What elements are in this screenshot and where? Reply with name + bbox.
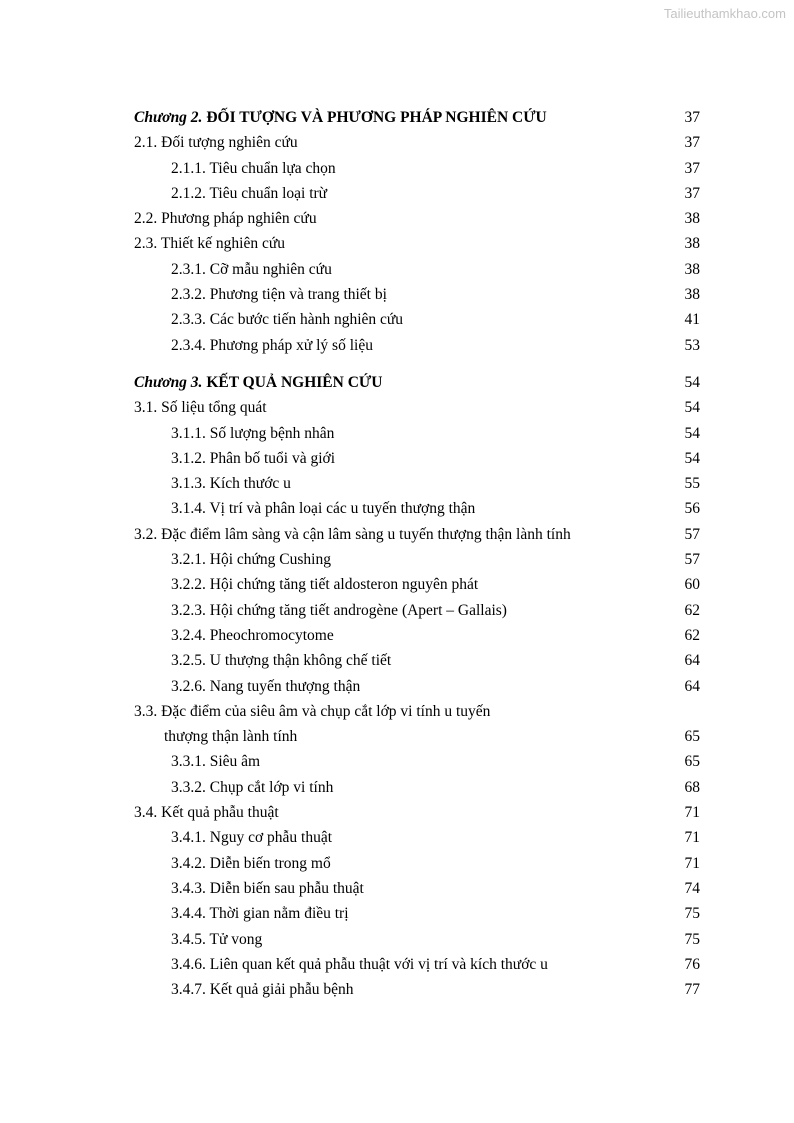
page-number: 38 xyxy=(684,286,700,304)
toc-entry[interactable] xyxy=(134,181,700,206)
page-number: 57 xyxy=(684,525,700,543)
toc-entry-label: 3.1. Số liệu tổng quát xyxy=(134,399,267,417)
page-number: 60 xyxy=(684,576,700,594)
toc-entry[interactable] xyxy=(134,876,700,901)
page-number: 65 xyxy=(684,728,700,746)
toc-entry-label: 3.2.6. Nang tuyến thượng thận xyxy=(171,677,361,695)
toc-entry[interactable] xyxy=(134,547,700,572)
chapter-prefix: Chương 3. xyxy=(134,373,203,391)
toc-entry-label: 3.1.2. Phân bố tuổi và giới xyxy=(171,449,336,467)
toc-entry[interactable] xyxy=(134,952,700,977)
toc-entry[interactable] xyxy=(134,231,700,256)
page-number: 54 xyxy=(684,373,700,391)
page-number: 54 xyxy=(684,399,700,417)
toc-entry[interactable] xyxy=(134,724,700,749)
page-number: 71 xyxy=(684,804,700,822)
toc-entry[interactable] xyxy=(134,851,700,876)
toc-entry[interactable] xyxy=(134,333,700,358)
toc-entry-label: 3.4.2. Diễn biến trong mổ xyxy=(171,854,331,872)
toc-entry-label: 3.2. Đặc điểm lâm sàng và cận lâm sàng u tuyến thượng thận lành tính xyxy=(134,525,571,543)
toc-entry[interactable] xyxy=(134,825,700,850)
toc-entry-label: 3.4.6. Liên quan kết quả phẫu thuật với vị trí và kích thước u xyxy=(171,955,548,973)
toc-entry[interactable] xyxy=(134,977,700,1002)
page-number: 71 xyxy=(684,829,700,847)
page-number: 64 xyxy=(684,652,700,670)
toc-chapter-3[interactable] xyxy=(134,370,700,395)
toc-entry-label: 3.4.5. Tử vong xyxy=(171,930,263,948)
toc-entry-label: 2.3. Thiết kế nghiên cứu xyxy=(134,235,286,253)
toc-entry-label: 2.3.4. Phương pháp xử lý số liệu xyxy=(171,336,373,354)
toc-entry[interactable] xyxy=(134,927,700,952)
toc-entry-label: 3.3.1. Siêu âm xyxy=(171,753,261,771)
toc-entry-label: 3.2.4. Pheochromocytome xyxy=(171,626,334,644)
toc-entry[interactable] xyxy=(134,206,700,231)
toc-entry[interactable] xyxy=(134,623,700,648)
toc-entry-label: 3.4.3. Diễn biến sau phẫu thuật xyxy=(171,879,364,897)
toc-entry[interactable] xyxy=(134,901,700,926)
page-number: 56 xyxy=(684,500,700,518)
chapter-heading xyxy=(134,370,382,395)
toc-entry-label: 3.4.4. Thời gian nằm điều trị xyxy=(171,905,349,923)
toc-entry-label: 2.3.2. Phương tiện và trang thiết bị xyxy=(171,286,387,304)
page-number: 37 xyxy=(684,109,700,126)
toc-entry-label: thượng thận lành tính xyxy=(164,728,298,746)
page-number: 38 xyxy=(684,235,700,253)
page-number: 41 xyxy=(684,311,700,329)
page-number: 75 xyxy=(684,930,700,948)
toc-entry[interactable] xyxy=(134,257,700,282)
page-number: 75 xyxy=(684,905,700,923)
toc-chapter-2[interactable] xyxy=(134,105,700,130)
toc-entry-label: 3.1.4. Vị trí và phân loại các u tuyến thượng thận xyxy=(171,500,476,518)
chapter-3-entries xyxy=(134,395,700,1002)
toc-entry[interactable] xyxy=(134,522,700,547)
toc-entry-label: 2.1.1. Tiêu chuẩn lựa chọn xyxy=(171,159,336,177)
toc-entry[interactable] xyxy=(134,699,700,724)
toc-entry-label: 3.2.1. Hội chứng Cushing xyxy=(171,551,331,569)
toc-entry-label: 3.1.3. Kích thước u xyxy=(171,475,291,493)
toc-entry-label: 2.1. Đối tượng nghiên cứu xyxy=(134,134,298,152)
toc-entry[interactable] xyxy=(134,421,700,446)
toc-entry[interactable] xyxy=(134,282,700,307)
toc-entry[interactable] xyxy=(134,446,700,471)
toc-entry[interactable] xyxy=(134,156,700,181)
page-number: 38 xyxy=(684,210,700,228)
toc-entry-label: 3.1.1. Số lượng bệnh nhân xyxy=(171,424,335,442)
toc-entry-label: 2.1.2. Tiêu chuẩn loại trừ xyxy=(171,184,328,202)
page-number: 55 xyxy=(684,475,700,493)
page-number: 54 xyxy=(684,449,700,467)
page-number: 62 xyxy=(684,626,700,644)
page-number: 53 xyxy=(684,336,700,354)
page-number: 65 xyxy=(684,753,700,771)
chapter-title: KẾT QUẢ NGHIÊN CỨU xyxy=(202,373,383,391)
toc-entry-label: 3.2.5. U thượng thận không chế tiết xyxy=(171,652,392,670)
table-of-contents xyxy=(134,105,700,1002)
page-number: 76 xyxy=(684,955,700,973)
toc-entry[interactable] xyxy=(134,598,700,623)
chapter-prefix: Chương 2. xyxy=(134,109,203,126)
toc-entry[interactable] xyxy=(134,572,700,597)
chapter-2-entries xyxy=(134,130,700,358)
toc-entry-label: 3.4.7. Kết quả giải phẫu bệnh xyxy=(171,981,354,999)
toc-entry[interactable] xyxy=(134,395,700,420)
toc-entry-label: 3.4. Kết quả phẫu thuật xyxy=(134,804,279,822)
toc-entry[interactable] xyxy=(134,307,700,332)
page-number: 74 xyxy=(684,879,700,897)
watermark: Tailieuthamkhao.com xyxy=(663,6,786,21)
page-number: 37 xyxy=(684,134,700,152)
toc-entry-label: 3.2.2. Hội chứng tăng tiết aldosteron nguyên phát xyxy=(171,576,479,594)
toc-entry-label: 2.2. Phương pháp nghiên cứu xyxy=(134,210,317,228)
page-number: 71 xyxy=(684,854,700,872)
page-number: 37 xyxy=(684,159,700,177)
chapter-title: ĐỐI TƯỢNG VÀ PHƯƠNG PHÁP NGHIÊN CỨU xyxy=(202,109,547,126)
toc-entry-label: 2.3.3. Các bước tiến hành nghiên cứu xyxy=(171,311,404,329)
toc-entry[interactable] xyxy=(134,471,700,496)
page-number: 68 xyxy=(684,778,700,796)
toc-entry[interactable] xyxy=(134,648,700,673)
toc-entry[interactable] xyxy=(134,749,700,774)
page-number: 77 xyxy=(684,981,700,999)
toc-entry-label: 3.3. Đặc điểm của siêu âm và chụp cắt lớp vi tính u tuyến xyxy=(134,702,491,720)
toc-entry-label: 3.3.2. Chụp cắt lớp vi tính xyxy=(171,778,334,796)
page-number: 38 xyxy=(684,260,700,278)
toc-entry[interactable] xyxy=(134,775,700,800)
page-number: 57 xyxy=(684,551,700,569)
toc-entry[interactable] xyxy=(134,496,700,521)
toc-entry-label: 2.3.1. Cỡ mẫu nghiên cứu xyxy=(171,260,332,278)
toc-entry-label: 3.4.1. Nguy cơ phẫu thuật xyxy=(171,829,333,847)
chapter-heading xyxy=(134,105,547,130)
toc-entry[interactable] xyxy=(134,130,700,155)
page-number: 64 xyxy=(684,677,700,695)
page-number: 54 xyxy=(684,424,700,442)
toc-entry-label: 3.2.3. Hội chứng tăng tiết androgène (Apert – Gallais) xyxy=(171,601,507,619)
page-number: 37 xyxy=(684,184,700,202)
page-number: 62 xyxy=(684,601,700,619)
toc-entry[interactable] xyxy=(134,800,700,825)
toc-entry[interactable] xyxy=(134,674,700,699)
